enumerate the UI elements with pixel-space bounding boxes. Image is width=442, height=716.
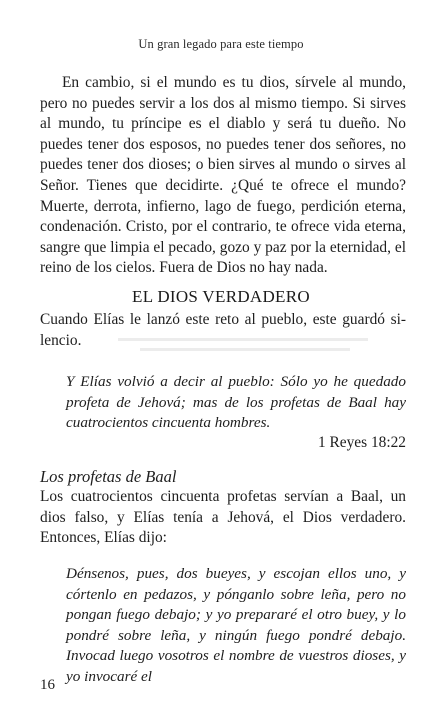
scripture-quote: Y Elías volvió a decir al pueblo: Sólo yo he quedado profeta de Jehová; mas de los profetas de Baal hay cuatrocientos cincuenta hombres. xyxy=(66,373,406,432)
section-heading: EL DIOS VERDADERO xyxy=(132,287,310,306)
body-paragraph: En cambio, si el mundo es tu dios, sírvele al mundo, pero no puedes servir a los dos al mismo tiempo. Si sirves al mundo, tu príncipe es el diablo y será tu dueño. No puedes tener dos esposos, no puedes tener dos señores, no puedes tener dos dioses; o bien sirves al mundo o sirves al Señor. Tienes que decidirte. ¿Qué te ofrece el mundo? Muerte, derrota, infierno, lago de fuego, perdición eterna, condenación. Cristo, por el contrario, te ofrece vida eterna, sangre que limpia el pecado, gozo y paz por la eternidad, el reino de los cielos. Fuera de Dios no hay nada. xyxy=(40,74,406,277)
scripture-quote: Dénsenos, pues, dos bueyes, y escojan ellos uno, y córtenlo en pedazos, y pónganlo sobre leña, pero no pongan fuego debajo; y yo prepararé el otro buey, y lo pondré sobre leña, y ningún fuego pondré debajo. Invocad luego vosotros el nombre de vuestros dioses, y yo invocaré el xyxy=(66,565,406,685)
subsection-heading: Los profetas de Baal xyxy=(40,467,177,486)
body-paragraph: Cuando Elías le lanzó este reto al pueblo, este guardó silencio. xyxy=(40,311,406,349)
page-number: 16 xyxy=(40,677,55,693)
show-through-texture xyxy=(110,334,380,362)
show-through-marks xyxy=(110,334,380,362)
running-header: Un gran legado para este tiempo xyxy=(138,37,304,51)
body-paragraph: Los cuatrocientos cincuenta profetas servían a Baal, un dios falso, y Elías tenía a Jehová, el Dios verdadero. Entonces, Elías dijo: xyxy=(40,488,406,547)
scripture-citation: 1 Reyes 18:22 xyxy=(317,434,406,451)
